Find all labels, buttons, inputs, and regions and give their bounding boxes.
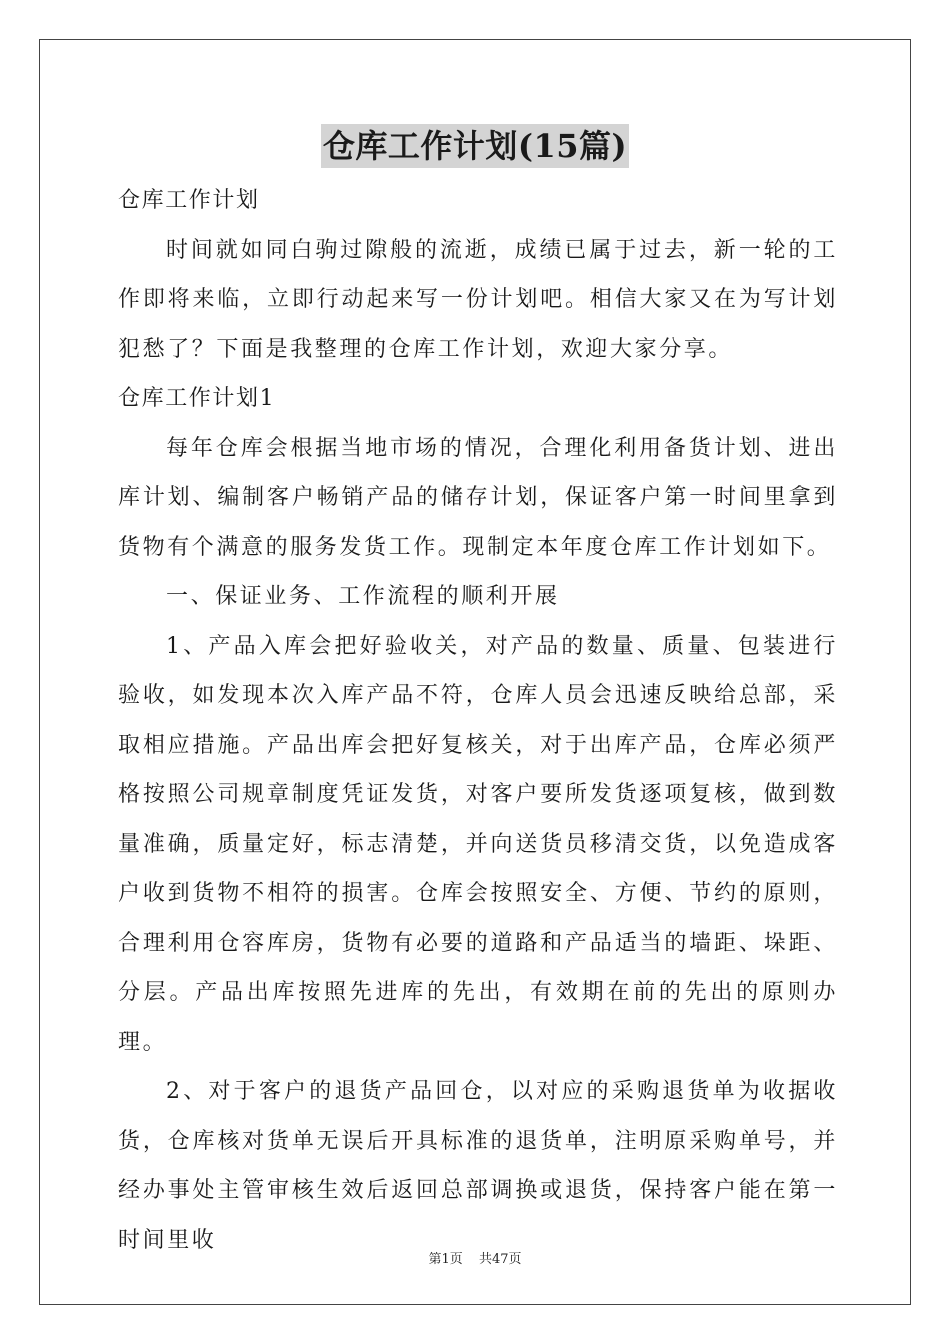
title-wrap [0,124,950,168]
section-heading: 仓库工作计划1 [118,386,276,411]
body-paragraph: 每年仓库会根据当地市场的情况，合理化利用备货计划、进出库计划、编制客户畅销产品的储存计划，保证客户第一时间里拿到货物有个满意的服务发货工作。现制定本年度仓库工作计划如下。 [118,435,838,560]
page-total: 共47页 [478,1252,522,1267]
body-paragraph: 时间就如同白驹过隙般的流逝，成绩已属于过去，新一轮的工作即将来临，立即行动起来写一份计划吧。相信大家又在为写计划犯愁了？下面是我整理的仓库工作计划，欢迎大家分享。 [118,237,838,362]
page-number: 第1页 [428,1252,463,1267]
document-body [118,176,838,1265]
page-footer [0,1248,950,1267]
section-heading: 仓库工作计划 [118,188,260,213]
body-paragraph: 2、对于客户的退货产品回仓，以对应的采购退货单为收据收货，仓库核对货单无误后开具标准的退货单，注明原采购单号，并经办事处主管审核生效后返回总部调换或退货，保持客户能在第一时间里收 [118,1079,838,1253]
body-paragraph: 1、产品入库会把好验收关，对产品的数量、质量、包装进行验收，如发现本次入库产品不符，仓库人员会迅速反映给总部，采取相应措施。产品出库会把好复核关，对于出库产品，仓库必须严格按照公司规章制度凭证发货，对客户要所发货逐项复核，做到数量准确，质量定好，标志清楚，并向送货员移清交货，以免造成客户收到货物不相符的损害。仓库会按照安全、方便、节约的原则，合理利用仓容库房，货物有必要的道路和产品适当的墙距、垛距、分层。产品出库按照先进库的先出，有效期在前的先出的原则办理。 [118,633,838,1055]
document-title: 仓库工作计划(15篇) [321,124,629,168]
body-paragraph: 一、保证业务、工作流程的顺利开展 [166,584,560,609]
